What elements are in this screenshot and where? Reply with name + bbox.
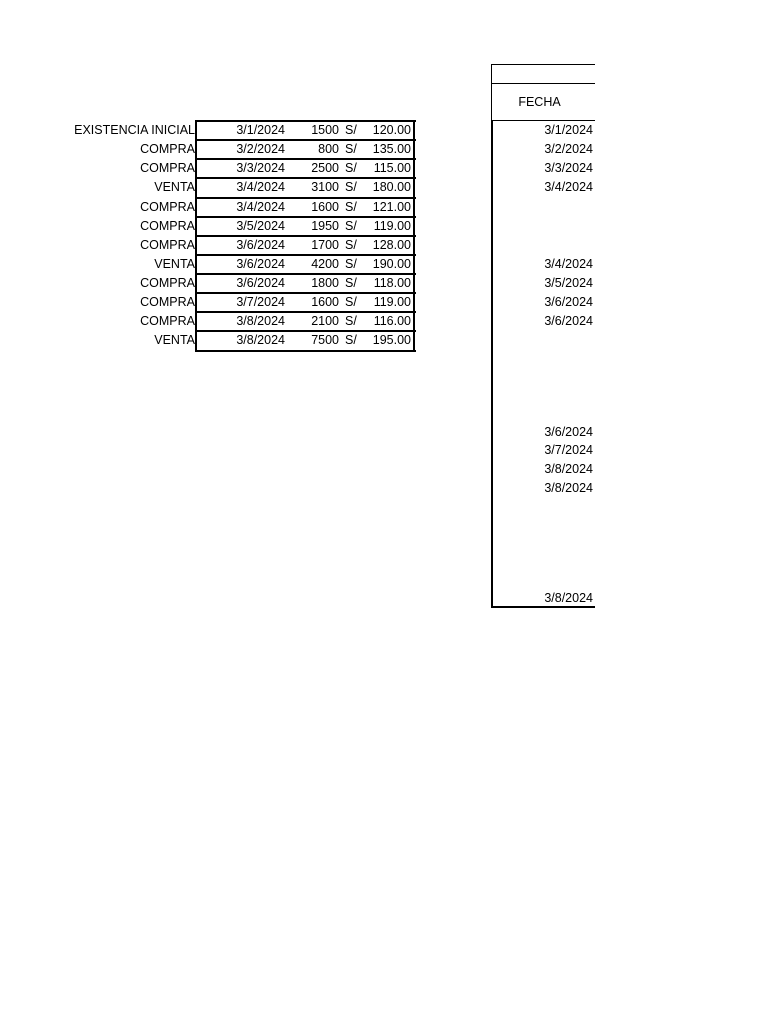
fecha-cell[interactable]: 3/1/2024 — [544, 123, 593, 137]
quantity-cell[interactable]: 800 — [318, 142, 339, 156]
date-cell[interactable]: 3/6/2024 — [236, 257, 285, 271]
currency-cell: S/ — [345, 180, 357, 194]
currency-cell: S/ — [345, 238, 357, 252]
price-cell[interactable]: 195.00 — [372, 333, 411, 347]
date-cell[interactable]: 3/5/2024 — [236, 219, 285, 233]
date-cell[interactable]: 3/6/2024 — [236, 238, 285, 252]
header-top-cell[interactable] — [491, 64, 595, 84]
fecha-cell[interactable]: 3/6/2024 — [544, 314, 593, 328]
quantity-cell[interactable]: 1800 — [311, 276, 339, 290]
row-label: COMPRA — [140, 142, 195, 156]
quantity-cell[interactable]: 7500 — [311, 333, 339, 347]
row-label: VENTA — [154, 180, 195, 194]
row-label: COMPRA — [140, 161, 195, 175]
date-cell[interactable]: 3/6/2024 — [236, 276, 285, 290]
row-label: EXISTENCIA INICIAL — [74, 123, 195, 137]
fecha-cell[interactable]: 3/4/2024 — [544, 180, 593, 194]
row-label: COMPRA — [140, 295, 195, 309]
fecha-header-label: FECHA — [518, 95, 561, 109]
currency-cell: S/ — [345, 257, 357, 271]
price-cell[interactable]: 120.00 — [372, 123, 411, 137]
quantity-cell[interactable]: 3100 — [311, 180, 339, 194]
row-label: VENTA — [154, 257, 195, 271]
fecha-cell[interactable]: 3/6/2024 — [544, 425, 593, 439]
row-label: COMPRA — [140, 238, 195, 252]
row-divider — [195, 350, 416, 352]
fecha-cell[interactable]: 3/2/2024 — [544, 142, 593, 156]
currency-cell: S/ — [345, 276, 357, 290]
price-cell[interactable]: 135.00 — [372, 142, 411, 156]
quantity-cell[interactable]: 1600 — [311, 295, 339, 309]
quantity-cell[interactable]: 2100 — [311, 314, 339, 328]
quantity-cell[interactable]: 1600 — [311, 200, 339, 214]
price-cell[interactable]: 118.00 — [373, 276, 411, 290]
date-cell[interactable]: 3/2/2024 — [236, 142, 285, 156]
price-cell[interactable]: 115.00 — [373, 161, 411, 175]
price-cell[interactable]: 180.00 — [372, 180, 411, 194]
currency-cell: S/ — [345, 295, 357, 309]
currency-cell: S/ — [345, 200, 357, 214]
row-label: COMPRA — [140, 276, 195, 290]
fecha-cell[interactable]: 3/4/2024 — [544, 257, 593, 271]
row-label: COMPRA — [140, 219, 195, 233]
date-cell[interactable]: 3/1/2024 — [236, 123, 285, 137]
row-label: VENTA — [154, 333, 195, 347]
row-label: COMPRA — [140, 200, 195, 214]
quantity-cell[interactable]: 1700 — [311, 238, 339, 252]
quantity-cell[interactable]: 4200 — [311, 257, 339, 271]
date-cell[interactable]: 3/8/2024 — [236, 333, 285, 347]
fecha-cell[interactable]: 3/7/2024 — [544, 443, 593, 457]
price-cell[interactable]: 119.00 — [373, 295, 411, 309]
quantity-cell[interactable]: 2500 — [311, 161, 339, 175]
date-cell[interactable]: 3/7/2024 — [236, 295, 285, 309]
date-cell[interactable]: 3/4/2024 — [236, 200, 285, 214]
fecha-header-cell[interactable] — [491, 83, 595, 121]
date-cell[interactable]: 3/3/2024 — [236, 161, 285, 175]
price-cell[interactable]: 190.00 — [372, 257, 411, 271]
date-cell[interactable]: 3/4/2024 — [236, 180, 285, 194]
fecha-cell[interactable]: 3/8/2024 — [544, 591, 593, 605]
price-cell[interactable]: 116.00 — [373, 314, 411, 328]
fecha-cell[interactable]: 3/3/2024 — [544, 161, 593, 175]
currency-cell: S/ — [345, 314, 357, 328]
currency-cell: S/ — [345, 142, 357, 156]
currency-cell: S/ — [345, 123, 357, 137]
price-cell[interactable]: 121.00 — [372, 200, 411, 214]
fecha-cell[interactable]: 3/6/2024 — [544, 295, 593, 309]
date-cell[interactable]: 3/8/2024 — [236, 314, 285, 328]
currency-cell: S/ — [345, 219, 357, 233]
fecha-cell[interactable]: 3/8/2024 — [544, 481, 593, 495]
quantity-cell[interactable]: 1500 — [311, 123, 339, 137]
fecha-cell[interactable]: 3/5/2024 — [544, 276, 593, 290]
currency-cell: S/ — [345, 333, 357, 347]
row-label: COMPRA — [140, 314, 195, 328]
quantity-cell[interactable]: 1950 — [311, 219, 339, 233]
currency-cell: S/ — [345, 161, 357, 175]
price-cell[interactable]: 119.00 — [373, 219, 411, 233]
fecha-cell[interactable]: 3/8/2024 — [544, 462, 593, 476]
price-cell[interactable]: 128.00 — [372, 238, 411, 252]
